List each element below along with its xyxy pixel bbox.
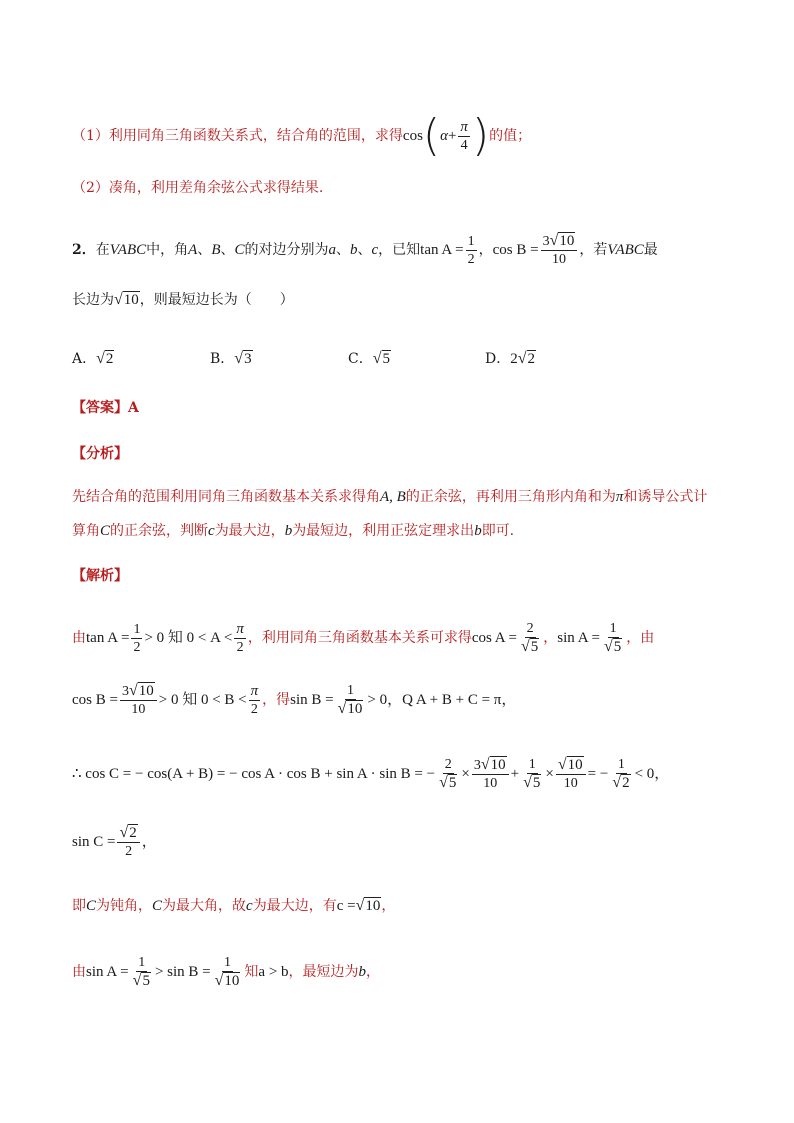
cos-label: cos [402,128,423,144]
analysis-line-1: 先结合角的范围利用同角三角函数基本关系求得角A, B的正余弦，再利用三角形内角和为π和诱导公式计 [72,489,708,505]
solution-line-4: sin C = $\frac{√2}{2}$ ， [72,824,157,859]
hint1-text: （1）利用同角三角函数关系式，结合角的范围，求得 [72,128,403,144]
hint-line-1 [72,110,532,161]
left-paren: ( [422,110,441,161]
tan-a-expression: tan A = [420,242,464,258]
right-paren: ) [471,110,490,161]
alpha-symbol: α [440,128,448,144]
hint1-tail: 的值； [489,128,532,144]
cos-b-fraction: $\frac{3√10}{10}$ [541,232,578,268]
solution-line-6: 由sin A = $\frac{1}{√5}$ > sin B = $\frac{1}{√10}$ 知a > b，最短边为b， [72,955,381,989]
cos-b-expression: cos B = [492,242,539,258]
option-b[interactable]: B．√3 [210,350,252,367]
question-line-1: 2．在VABC中，角A、B、C的对边分别为a、b、c，已知tan A = $\frac{1}{2}$ ，cos B = $\frac{3√10}{10}$ ，若VABC最 [72,232,658,267]
option-d[interactable]: D．2√2 [485,350,536,367]
answer-value: A [128,400,139,416]
plus-sign: + [447,128,457,144]
analysis-line-2: 算角C的正余弦，判断c为最大边，b为最短边，利用正弦定理求出b即可. [72,523,515,539]
question-line-2: 长边为√10，则最短边长为（ ） [72,291,294,308]
hint-line-2: （2）凑角，利用差角余弦公式求得结果. [72,180,324,196]
answer-line [72,398,139,418]
solution-line-5: 即C为钝角，C为最大角，故c为最大边，有c =√10， [72,897,396,914]
solution-line-2: cos B = $\frac{3√10}{10}$ > 0 知 0 < B < $\frac{\pi}{2}$ ，得sin B = $\frac{1}{√10}$ > 0，Q A + B + C = π， [72,682,517,717]
analysis-tag: 【分析】 [72,446,128,462]
sqrt-10: √10 [114,291,139,308]
solution-line-1: 由tan A = $\frac{1}{2}$ > 0 知 0 < A < $\frac{\pi}{2}$ ，利用同角三角函数基本关系可求得cos A = $\frac{2}{√5}$ ，sin A = $\frac{1}{√5}$ ，由 [72,620,655,655]
option-c[interactable]: C．√5 [348,350,390,367]
pi-over-4-fraction: $\frac{\pi}{4}$ [460,118,468,153]
question-number: 2． [72,242,96,258]
triangle-abc: VABC [109,242,147,258]
half-fraction: $\frac{1}{2}$ [467,233,475,267]
solution-tag: 【解析】 [72,568,128,584]
option-a[interactable]: A．√2 [72,350,114,367]
answer-tag: 【答案】 [72,400,128,416]
solution-line-3: ∴ cos C = − cos(A + B) = − cos A · cos B + sin A · sin B = − $\frac{2}{√5}$ × $\frac{3√10}{10}$ + $\frac{1}{√5}$ × $\frac{√10}{10}$ = − $\frac{1}{√2}$ < 0， [72,756,670,791]
